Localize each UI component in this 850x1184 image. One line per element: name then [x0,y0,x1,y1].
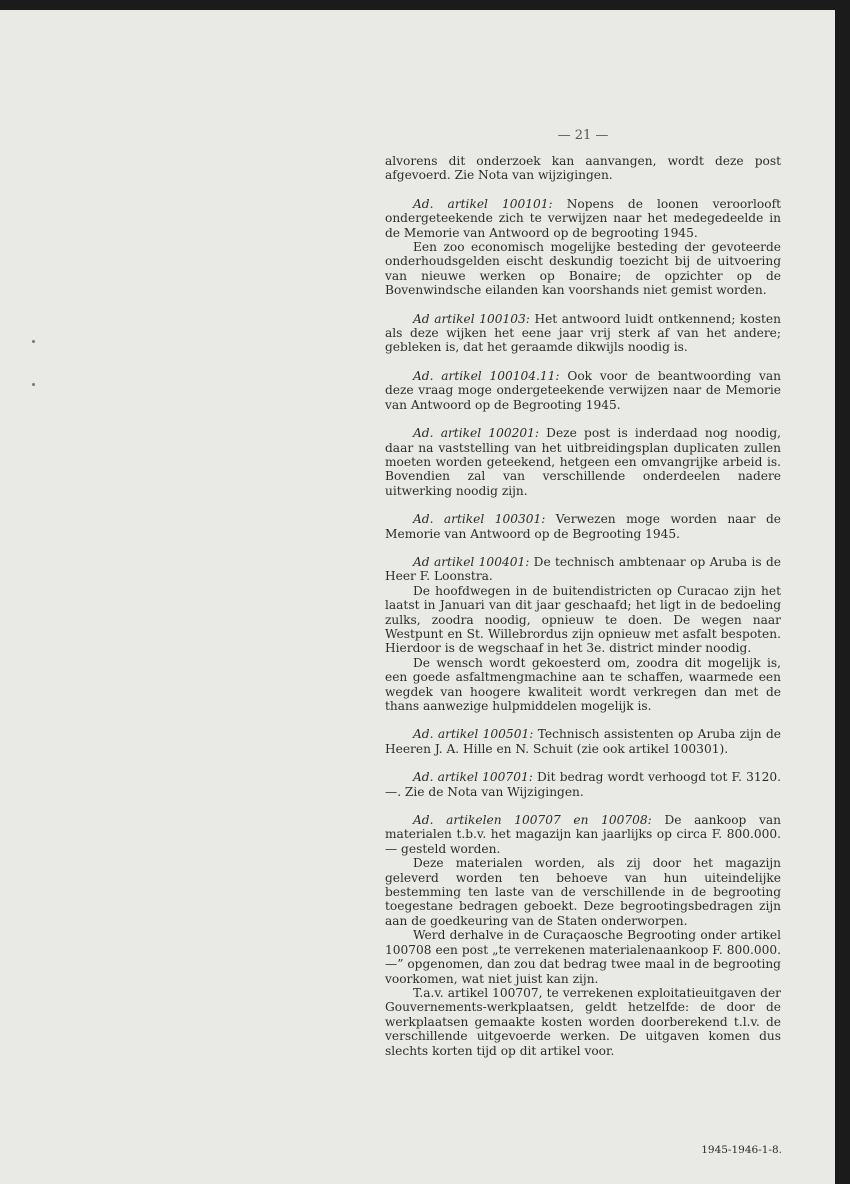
paragraph: Ad. artikel 100701: Dit bedrag wordt verhoogd tot F. 3120.—. Zie de Nota van Wijzigingen. [385,770,781,799]
paragraph: De wensch wordt gekoesterd om, zoodra dit mogelijk is, een goede asfaltmengmachine aan te schaffen, waarmede een wegdek van hoogere kwaliteit wordt verkregen dan met de thans aanwezige hulpmiddelen mogelijk is. [385,655,781,713]
body-text [385,154,781,1058]
paragraph: T.a.v. artikel 100707, te verrekenen exploitatieuitgaven der Gouvernements-werkplaatsen, geldt hetzelfde: de door de werkplaatsen gemaakte kosten worden doorberekend t.l.v. de verschillende uitgevoerde werken. De uitgaven komen dus slechts korten tijd op dit artikel voor. [385,985,781,1058]
paragraph: alvorens dit onderzoek kan aanvangen, wordt deze post afgevoerd. Zie Nota van wijzigingen. [385,154,781,183]
paragraph: Ad artikel 100401: De technisch ambtenaar op Aruba is de Heer F. Loonstra. [385,554,782,584]
paragraph: Deze materialen worden, als zij door het magazijn geleverd worden ten behoeve van hun uiteindelijke bestemming ten laste van de verschillende in de begrooting toegestane bedragen geboekt. Deze begrootingsbedragen zijn aan de goedkeuring van de Staten onderworpen. [385,856,781,928]
paragraph: Ad artikel 100103: Het antwoord luidt ontkennend; kosten als deze wijken het eene jaar vrij sterk af van het andere; gebleken is, dat het geraamde dikwijls noodig is. [385,311,781,355]
paragraph: De hoofdwegen in de buitendistricten op Curacao zijn het laatst in Januari van dit jaar geschaafd; het ligt in de bedoeling zulks, zoodra noodig, opnieuw te doen. De wegen naar Westpunt en St. Willebrordus zijn opnieuw met asfalt bespoten. Hierdoor is de wegschaaf in het 3e. district minder noodig. [385,583,781,656]
paragraph: Ad. artikel 100301: Verwezen moge worden naar de Memorie van Antwoord op de Begrooting 1945. [385,512,781,541]
margin-mark [32,383,35,386]
page-number: — 21 — [557,128,609,143]
paragraph: Ad. artikel 100501: Technisch assistenten op Aruba zijn de Heeren J. A. Hille en N. Schuit (zie ook artikel 100301). [385,727,781,756]
paragraph: Ad. artikel 100201: Deze post is inderdaad nog noodig, daar na vaststelling van het uitbreidingsplan duplicaten zullen moeten worden geteekend, hetgeen een omvangrijke arbeid is. Bovendien zal van verschillende onderdeelen nadere uitwerking noodig zijn. [385,426,781,498]
document-code: 1945-1946-1-8. [701,1144,782,1156]
paragraph: Ad. artikel 100104.11: Ook voor de beantwoording van deze vraag moge ondergeteekende verwijzen naar de Memorie van Antwoord op de Begrooting 1945. [385,368,782,412]
paragraph: Ad. artikel 100101: Nopens de loonen veroorlooft ondergeteekende zich te verwijzen naar het medegedeelde in de Memorie van Antwoord op de begrooting 1945. [385,196,781,240]
margin-mark [32,340,35,343]
paragraph: Ad. artikelen 100707 en 100708: De aankoop van materialen t.b.v. het magazijn kan jaarlijks op circa F. 800.000.— gesteld worden. [385,813,781,856]
paragraph: Een zoo economisch mogelijke besteding der gevoteerde onderhoudsgelden eischt deskundig toezicht bij de uitvoering van nieuwe werken op Bonaire; de opzichter op de Bovenwindsche eilanden kan voorshands niet gemist worden. [385,240,781,298]
document-page [0,10,835,1184]
paragraph: Werd derhalve in de Curaçaosche Begrooting onder artikel 100708 een post „te verrekenen materialenaankoop F. 800.000.—” opgenomen, dan zou dat bedrag twee maal in de begrooting voorkomen, wat niet juist kan zijn. [385,928,781,986]
